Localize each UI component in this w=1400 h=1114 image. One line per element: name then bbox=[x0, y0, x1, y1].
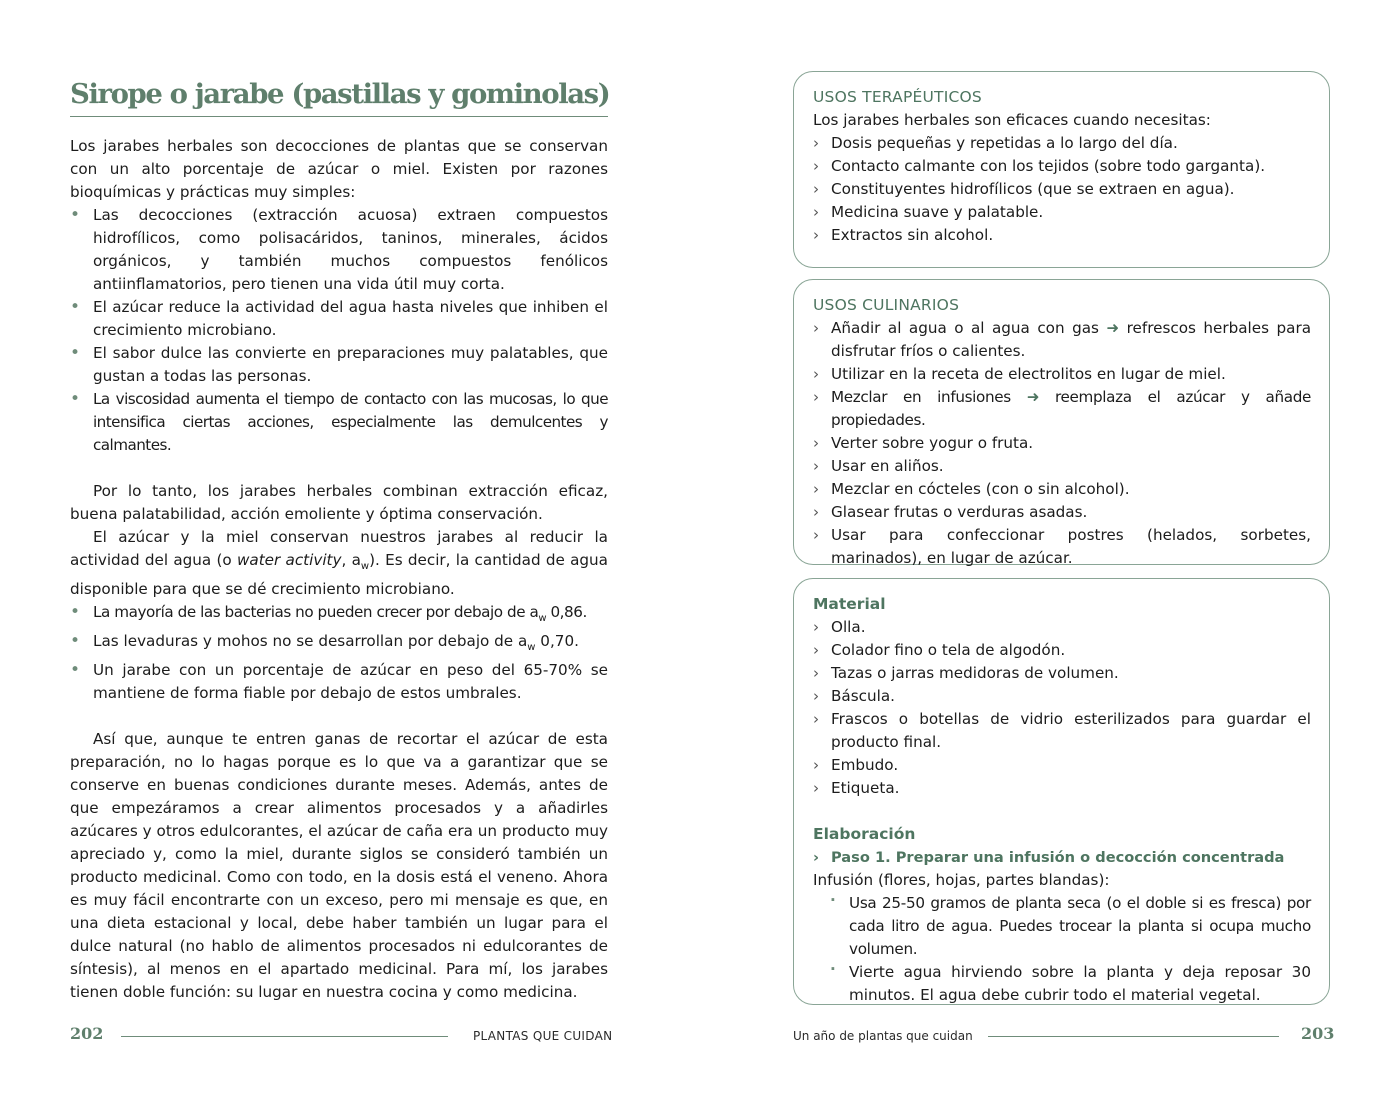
list-item: • El azúcar reduce la actividad del agua hasta niveles que inhiben el crecimiento microbiano. bbox=[70, 296, 608, 342]
intro-paragraph: Los jarabes herbales son decocciones de plantas que se conservan con un alto porcentaje de azúcar o miel. Existen por razones bioquímicas y prácticas muy simples: bbox=[70, 137, 608, 201]
subscript: w bbox=[538, 613, 547, 625]
culinary-list bbox=[813, 317, 1311, 570]
list-item: • La viscosidad aumenta el tiempo de contacto con las mucosas, lo que intensifica ciertas acciones, especialmente las demulcentes y calmantes. bbox=[70, 388, 608, 457]
list-item: › Utilizar en la receta de electrolitos en lugar de miel. bbox=[813, 363, 1311, 386]
material-list bbox=[813, 616, 1311, 800]
list-item: › Extractos sin alcohol. bbox=[813, 224, 1311, 247]
text-run: Añadir al agua o al agua con gas bbox=[831, 319, 1107, 337]
list-item bbox=[813, 317, 1311, 363]
list-item: › Tazas o jarras medidoras de volumen. bbox=[813, 662, 1311, 685]
text-run: El azúcar y la miel conservan nuestros jarabes al reducir la actividad del agua (o bbox=[70, 528, 608, 569]
subscript: w bbox=[527, 642, 536, 654]
list-item: › Verter sobre yogur o fruta. bbox=[813, 432, 1311, 455]
list-item: · Usa 25-50 gramos de planta seca (o el doble si es fresca) por cada litro de agua. Puedes trocear la planta si ocupa mucho volumen. bbox=[830, 892, 1311, 961]
running-title-left: PLANTAS QUE CUIDAN bbox=[473, 1029, 613, 1043]
therapeutic-heading: USOS TERAPÉUTICOS bbox=[813, 88, 982, 106]
running-title-right: Un año de plantas que cuidan bbox=[793, 1029, 973, 1043]
subscript: w bbox=[360, 561, 370, 573]
elaboration-heading: Elaboración bbox=[813, 825, 916, 843]
list-item: • Las decocciones (extracción acuosa) extraen compuestos hidrofílicos, como polisacáridos, taninos, minerales, ácidos orgánicos, y también muchos compuestos fenólicos antiinflamatorios, pero tienen una vida útil muy corta. bbox=[70, 204, 608, 296]
footer-rule-right bbox=[988, 1036, 1279, 1037]
text-run-italic: water activity bbox=[236, 551, 342, 569]
list-item: › Olla. bbox=[813, 616, 1311, 639]
left-page bbox=[70, 72, 608, 1004]
water-activity-paragraph bbox=[70, 526, 608, 601]
infusion-label: Infusión (flores, hojas, partes blandas): bbox=[813, 871, 1110, 889]
text-run: Un jarabe con un porcentaje de azúcar en peso del 65-70% se mantiene de forma fiable por debajo de estos umbrales. bbox=[93, 661, 608, 703]
text-run: 0,70. bbox=[535, 632, 579, 651]
list-item: › Contacto calmante con los tejidos (sobre todo garganta). bbox=[813, 155, 1311, 178]
text-run: Mezclar en infusiones bbox=[831, 388, 1027, 406]
list-item: › Medicina suave y palatable. bbox=[813, 201, 1311, 224]
footer-rule-left bbox=[121, 1036, 448, 1037]
list-item: › Usar en aliños. bbox=[813, 455, 1311, 478]
list-item bbox=[70, 601, 608, 630]
text-run: reemplaza el azúcar y añade propiedades. bbox=[831, 388, 1311, 429]
text-run: refrescos herbales para disfrutar fríos o calientes. bbox=[831, 319, 1311, 360]
closing-paragraph: Así que, aunque te entren ganas de recortar el azúcar de esta preparación, no lo hagas porque es lo que va a garantizar que se conserve en buenas condiciones durante meses. Además, antes de que empezáramos a crear alimentos procesados y a añadirles azúcares y otros edulcorantes, el azúcar de caña era un producto muy apreciado y, como la miel, durante siglos se consideró también un producto medicinal. Como con todo, en la dosis está el veneno. Ahora es muy fácil encontrarte con un exceso, pero mi mensaje es que, en una dieta estacional y local, debe haber también un lugar para el dulce natural (no hablo de alimentos procesados ni edulcorantes de síntesis), al menos en el apartado medicinal. Para mí, los jarabes tienen doble función: su lugar en nuestra cocina y como medicina. bbox=[70, 730, 608, 1002]
list-item: · Vierte agua hirviendo sobre la planta y deja reposar 30 minutos. El agua debe cubrir todo el material vegetal. bbox=[830, 961, 1311, 1007]
culinary-heading: USOS CULINARIOS bbox=[813, 296, 960, 314]
text-run: La mayoría de las bacterias no pueden crecer por debajo de a bbox=[93, 603, 539, 622]
material-heading: Material bbox=[813, 595, 886, 613]
summary-paragraph: Por lo tanto, los jarabes herbales combinan extracción eficaz, buena palatabilidad, acción emoliente y óptima conservación. bbox=[70, 482, 608, 523]
text-run: 0,86. bbox=[546, 603, 587, 622]
list-item: • El sabor dulce las convierte en preparaciones muy palatables, que gustan a todas las personas. bbox=[70, 342, 608, 388]
list-item: › Báscula. bbox=[813, 685, 1311, 708]
list-item: › Usar para confeccionar postres (helados, sorbetes, marinados), en lugar de azúcar. bbox=[813, 524, 1311, 570]
arrow-right-icon: ➜ bbox=[1026, 388, 1040, 406]
list-item: › Mezclar en cócteles (con o sin alcohol). bbox=[813, 478, 1311, 501]
infusion-list bbox=[830, 892, 1311, 1007]
list-item: › Dosis pequeñas y repetidas a lo largo del día. bbox=[813, 132, 1311, 155]
therapeutic-intro: Los jarabes herbales son eficaces cuando necesitas: bbox=[813, 111, 1211, 129]
therapeutic-uses-box bbox=[793, 71, 1330, 268]
text-run: , a bbox=[341, 551, 361, 569]
list-item: › Colador fino o tela de algodón. bbox=[813, 639, 1311, 662]
list-item bbox=[70, 659, 608, 705]
culinary-uses-box bbox=[793, 279, 1330, 565]
therapeutic-list bbox=[813, 132, 1311, 247]
reasons-list bbox=[70, 204, 608, 457]
thresholds-list bbox=[70, 601, 608, 705]
list-item: › Etiqueta. bbox=[813, 777, 1311, 800]
left-body bbox=[70, 135, 608, 1004]
text-run: ). Es decir, la cantidad de agua disponible para que se dé crecimiento microbiano. bbox=[70, 551, 608, 599]
list-item: › Glasear frutas o verduras asadas. bbox=[813, 501, 1311, 524]
steps-list bbox=[813, 846, 1311, 869]
list-item: › Constituyentes hidrofílicos (que se extraen en agua). bbox=[813, 178, 1311, 201]
page-title: Sirope o jarabe (pastillas y gominolas) bbox=[70, 72, 608, 117]
page-number-left: 202 bbox=[70, 1024, 104, 1043]
list-item bbox=[70, 630, 608, 659]
text-run: Las levaduras y mohos no se desarrollan por debajo de a bbox=[93, 632, 528, 651]
page-number-right: 203 bbox=[1301, 1024, 1335, 1043]
arrow-right-icon: ➜ bbox=[1106, 319, 1120, 337]
list-item: › Frascos o botellas de vidrio esterilizados para guardar el producto final. bbox=[813, 708, 1311, 754]
material-box bbox=[793, 578, 1330, 1005]
list-item bbox=[813, 386, 1311, 432]
list-item: › Embudo. bbox=[813, 754, 1311, 777]
step-heading: › Paso 1. Preparar una infusión o decocción concentrada bbox=[813, 846, 1311, 869]
